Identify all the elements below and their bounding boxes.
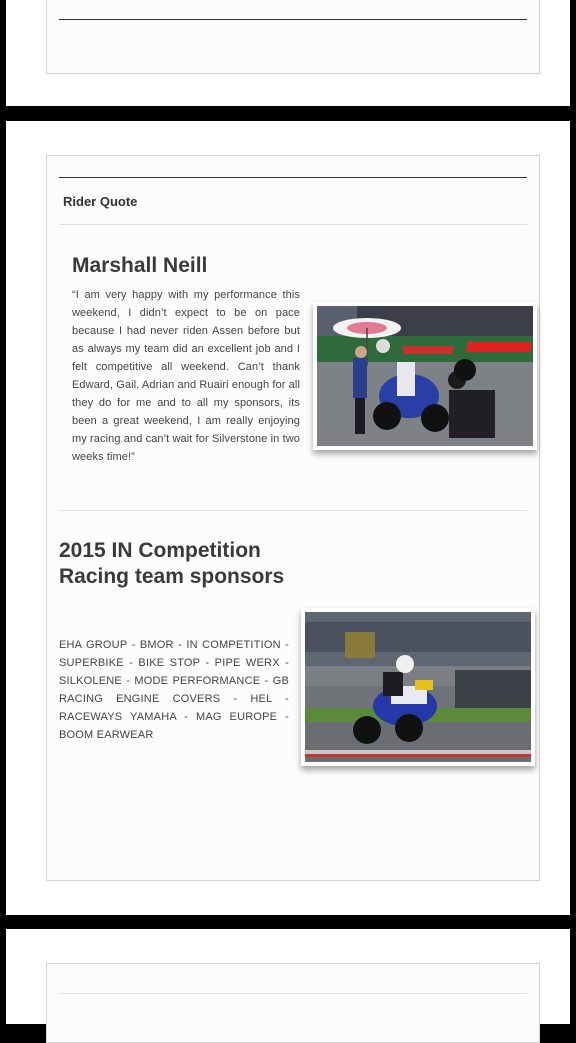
section-label: Rider Quote (63, 194, 138, 209)
main-sheet (6, 121, 570, 915)
rider-track-image (305, 612, 531, 762)
top-sheet (6, 0, 570, 106)
content-card (46, 155, 540, 881)
bottom-sheet (6, 929, 570, 1024)
rider-track-photo (301, 608, 535, 766)
divider (59, 177, 527, 178)
top-card (46, 0, 540, 74)
rider-name: Marshall Neill (72, 254, 208, 277)
bottom-card (46, 963, 540, 1043)
sponsors-title: 2015 IN Competition Racing team sponsors (59, 539, 285, 588)
rider-grid-image (317, 306, 533, 446)
divider (59, 19, 527, 20)
rider-grid-photo (313, 302, 537, 450)
sponsors-list: EHA GROUP - BMOR - IN COMPETITION - SUPERBIKE - BIKE STOP - PIPE WERX - SILKOLENE - MODE PERFORMANCE - GB RACING ENGINE COVERS - HEL - RACEWAYS YAMAHA - MAG EUROPE - BOOM EARWEAR (59, 639, 289, 741)
rider-quote-text: “I am very happy with my performance this weekend, I didn’t expect to be on pace because I had never riden Assen before but as always my team did an excellent job and I felt competitive all weekend. Can’t thank Edward, Gail, Adrian and Ruairi enough for all they do for me and to all my sponsors, its been a great weekend, I am really enjoying my racing and can’t wait for Silverstone in two weeks time!” (72, 289, 300, 463)
divider (59, 510, 527, 511)
divider (59, 224, 527, 225)
divider (59, 993, 527, 994)
